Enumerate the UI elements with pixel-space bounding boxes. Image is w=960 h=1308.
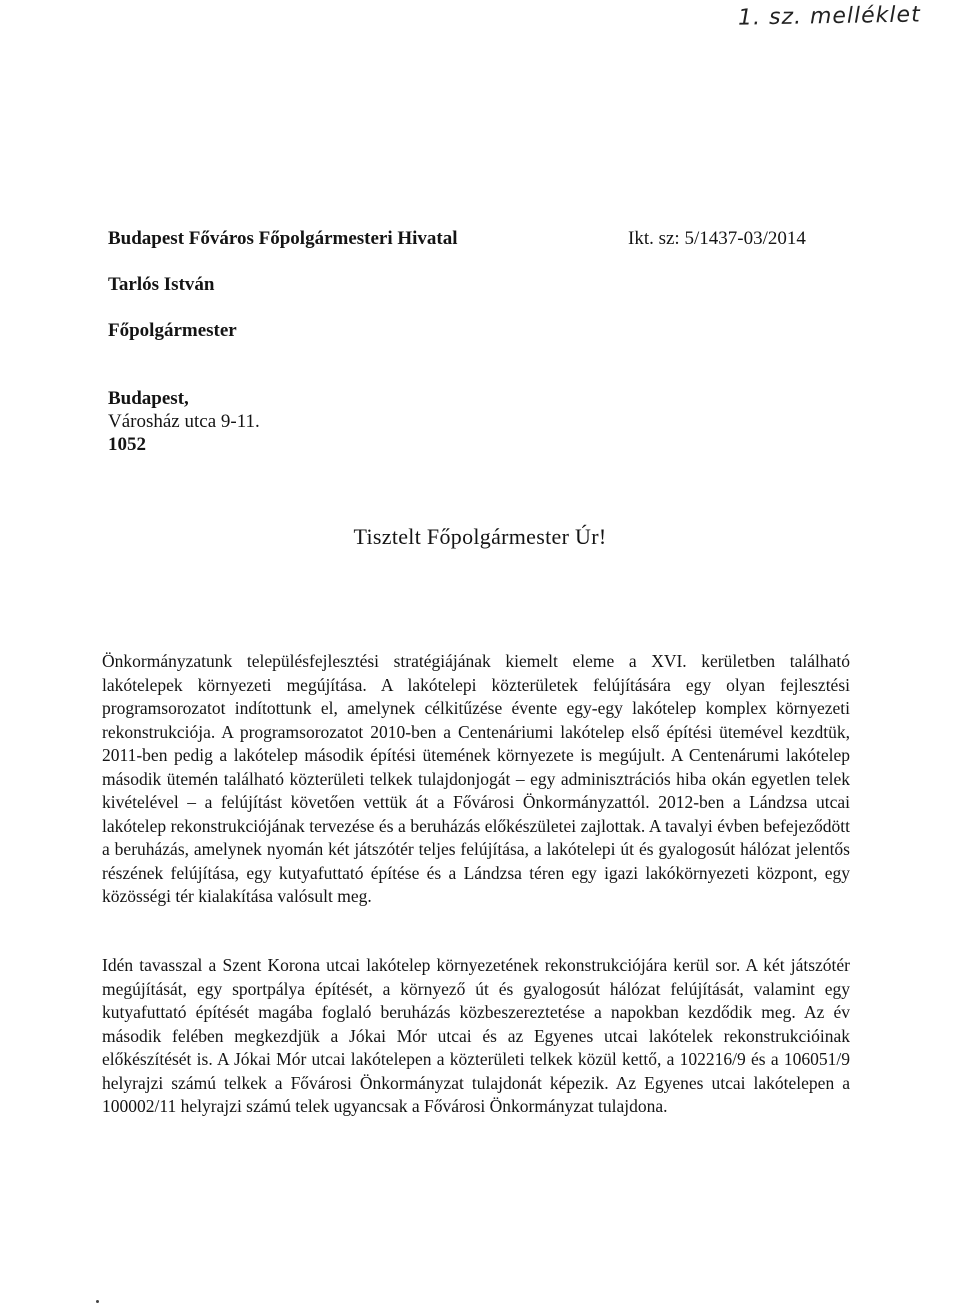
recipient-title: Főpolgármester [108, 320, 237, 341]
scan-speck [96, 1300, 99, 1303]
recipient-name: Tarlós István [108, 274, 215, 295]
body-paragraph-1: Önkormányzatunk településfejlesztési stratégiájának kiemelt eleme a XVI. kerületben található lakótelepek környezeti megújítása. A lakótelepi közterületek felújítására egy olyan fejlesztési programsorozatot indítottunk el, amelynek célkitűzése évente egy-egy lakótelep komplex környezeti rekonstrukciója. A programsorozatot 2010-ben a Centenáriumi lakótelep első építési ütemével kezdtük, 2011-ben pedig a lakótelep második építési ütemének környezete is megújult. A Centenárumi lakótelep második ütemén található közterületi telkek tulajdonjogát – egy adminisztrációs hiba okán egyetlen telek kivételével – a felújítást követően vettük át a Fővárosi Önkormányzattól. 2012-ben a Lándzsa utcai lakótelep rekonstrukciójának tervezése és a beruházás előkészületei zajlottak. A tavalyi évben befejeződött a beruházás, amelynek nyomán két játszótér teljes felújítása, a lakótelepi út és gyalogosút hálózat jelentős részének felújítása, egy kutyafuttató építése és a Lándzsa téren egy igazi lakókörnyezeti központ, egy közösségi tér kialakítása valósult meg. [102, 651, 850, 906]
address-street: Városház utca 9-11. [108, 411, 260, 432]
salutation: Tisztelt Főpolgármester Úr! [353, 524, 607, 549]
body-paragraph-2: Idén tavasszal a Szent Korona utcai lakótelep környezetének rekonstrukciójára kerül sor. A két játszótér megújítását, egy sportpálya építését, a környező út és gyalogosút hálózat felújítását, valamint egy kutyafuttató építését magába foglaló beruházás közbeszereztetése a napokban kezdődik meg. Az év második felében megkezdjük a Jókai Mór utcai és az Egyenes utcai lakótelek rekonstrukcióinak előkészítését is. A Jókai Mór utcai lakótelepen a közterületi telkek közül kettő, a 102216/9 és a 106051/9 helyrajzi számú telkek a Fővárosi Önkormányzat tulajdonát képezik. Az Egyenes utcai lakótelepen a 100002/11 helyrajzi számú telek ugyancsak a Fővárosi Önkormányzat tulajdona. [102, 955, 850, 1116]
sender-office: Budapest Főváros Főpolgármesteri Hivatal [108, 228, 458, 249]
address-zip: 1052 [108, 434, 146, 455]
handwritten-annex-annotation: 1. sz. melléklet [737, 2, 921, 31]
file-number: Ikt. sz: 5/1437-03/2014 [628, 228, 806, 249]
address-city: Budapest, [108, 388, 189, 409]
